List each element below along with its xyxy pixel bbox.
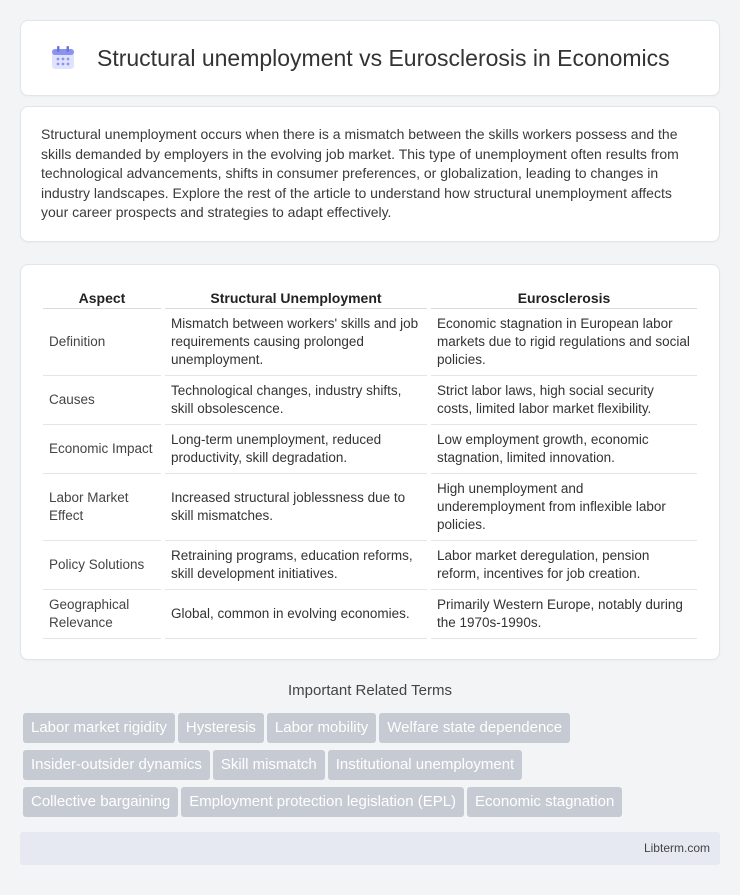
table-cell-aspect: Causes: [43, 376, 161, 425]
related-term-tag[interactable]: Collective bargaining: [23, 787, 178, 817]
table-cell-aspect: Geographical Relevance: [43, 590, 161, 639]
intro-text: Structural unemployment occurs when there is a mismatch between the skills workers possess and the skills demanded by employers in the evolving job market. This type of unemployment often results from technological advancements, shifts in consumer preferences, or globalization, leading to changes in industry landscapes. Explore the rest of the article to understand how structural unemployment affects your career prospects and strategies to adapt effectively.: [41, 126, 679, 220]
table-header-row: [43, 285, 697, 309]
related-term-tag[interactable]: Welfare state dependence: [379, 713, 570, 743]
table-cell-aspect: Economic Impact: [43, 425, 161, 474]
table-cell: Retraining programs, education reforms, skill development initiatives.: [165, 541, 427, 590]
related-term-tag[interactable]: Labor mobility: [267, 713, 376, 743]
table-cell: Primarily Western Europe, notably during the 1970s-1990s.: [431, 590, 697, 639]
table-cell: Increased structural joblessness due to skill mismatches.: [165, 474, 427, 541]
table-cell: High unemployment and underemployment from inflexible labor policies.: [431, 474, 697, 541]
comparison-card: [20, 264, 720, 660]
column-header-aspect: Aspect: [43, 285, 161, 309]
table-cell: Long-term unemployment, reduced productivity, skill degradation.: [165, 425, 427, 474]
header-card: [20, 20, 720, 96]
table-cell: Global, common in evolving economies.: [165, 590, 427, 639]
table-cell-aspect: Definition: [43, 309, 161, 376]
table-cell: Economic stagnation in European labor markets due to rigid regulations and social policies.: [431, 309, 697, 376]
table-row: [43, 590, 697, 639]
comparison-table: [39, 285, 701, 639]
calendar-icon: [49, 44, 77, 72]
footer-site-link[interactable]: Libterm.com: [643, 841, 710, 855]
table-cell: Low employment growth, economic stagnation, limited innovation.: [431, 425, 697, 474]
related-terms-title: Important Related Terms: [288, 682, 452, 699]
table-cell-aspect: Labor Market Effect: [43, 474, 161, 541]
page-title: Structural unemployment vs Eurosclerosis in Economics: [97, 44, 670, 71]
table-cell: Strict labor laws, high social security costs, limited labor market flexibility.: [431, 376, 697, 425]
related-term-tag[interactable]: Hysteresis: [178, 713, 264, 743]
related-term-tag[interactable]: Skill mismatch: [213, 750, 325, 780]
table-row: [43, 425, 697, 474]
related-terms-list: [23, 713, 723, 824]
related-term-tag[interactable]: Insider-outsider dynamics: [23, 750, 210, 780]
related-term-tag[interactable]: Institutional unemployment: [328, 750, 522, 780]
column-header-structural: Structural Unemployment: [165, 285, 427, 309]
column-header-eurosclerosis: Eurosclerosis: [431, 285, 697, 309]
table-cell: Technological changes, industry shifts, skill obsolescence.: [165, 376, 427, 425]
table-row: [43, 541, 697, 590]
table-row: [43, 309, 697, 376]
related-term-tag[interactable]: Employment protection legislation (EPL): [181, 787, 464, 817]
related-term-tag[interactable]: Economic stagnation: [467, 787, 622, 817]
table-cell: Mismatch between workers' skills and job requirements causing prolonged unemployment.: [165, 309, 427, 376]
table-row: [43, 376, 697, 425]
table-cell: Labor market deregulation, pension reform, incentives for job creation.: [431, 541, 697, 590]
intro-card: [20, 106, 720, 242]
table-row: [43, 474, 697, 541]
related-term-tag[interactable]: Labor market rigidity: [23, 713, 175, 743]
footer: [20, 832, 720, 865]
table-cell-aspect: Policy Solutions: [43, 541, 161, 590]
